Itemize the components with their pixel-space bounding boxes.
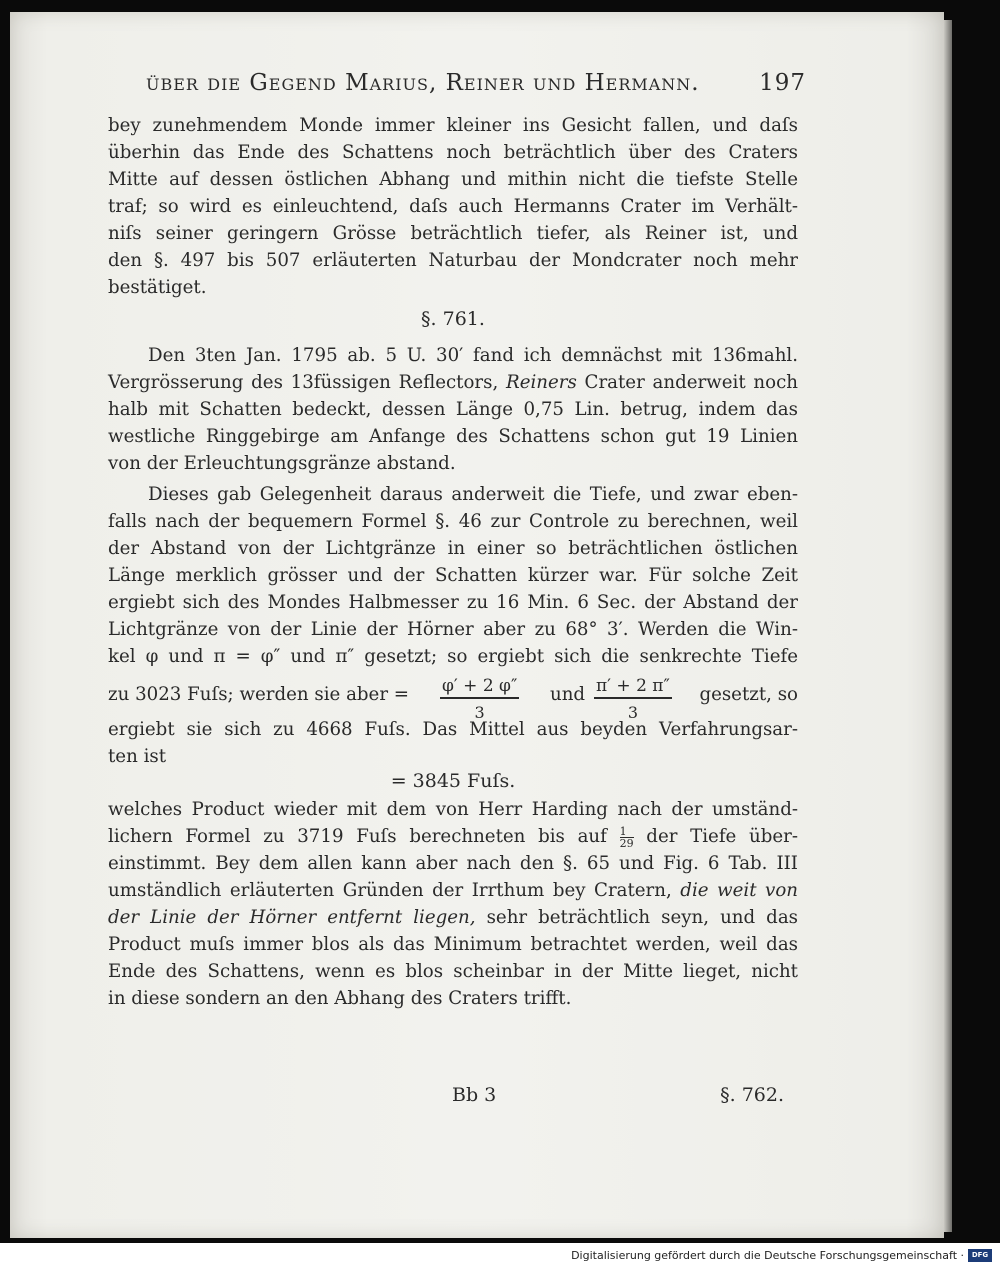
credit-bar	[0, 1243, 1000, 1268]
text-line: bey zunehmendem Monde immer kleiner ins Gesicht fallen, und daſs	[108, 115, 798, 136]
fraction-denominator: 3	[474, 703, 485, 722]
section-heading: §. 761.	[421, 308, 485, 330]
text-line: ergiebt sie sich zu 4668 Fuſs. Das Mittel aus beyden Verfahrungsar-	[108, 719, 798, 740]
text-span: sehr beträchtlich seyn, und das	[486, 907, 798, 928]
text-line: der Abstand von der Lichtgränze in einer so beträchtlichen östlichen	[108, 538, 798, 559]
fraction-numerator: φ′ + 2 φ″	[440, 676, 519, 699]
fraction-numerator: π′ + 2 π″	[594, 676, 672, 699]
text-line: Dieses gab Gelegenheit daraus anderweit die Tiefe, und zwar eben-	[148, 484, 798, 505]
text-line: von der Erleuchtungsgränze abstand.	[108, 453, 456, 474]
text-line: in diese sondern an den Abhang des Craters trifft.	[108, 988, 572, 1009]
paragraph-3-end	[108, 716, 798, 770]
fraction-numerator: 1	[620, 826, 634, 838]
text-line	[108, 877, 798, 904]
running-head	[146, 70, 806, 106]
text-span: Crater anderweit noch	[584, 372, 798, 393]
page-footer	[108, 1084, 798, 1114]
text-line: bestätiget.	[108, 277, 207, 298]
signature-mark: Bb 3	[452, 1084, 497, 1106]
text-line: niſs seiner geringern Grösse beträchtlich tiefer, als Reiner ist, und	[108, 223, 798, 244]
running-head-title: über die Gegend Marius, Reiner und Hermann.	[146, 70, 700, 96]
text-span: Vergrösserung des 13füssigen Reflectors,	[108, 372, 499, 393]
text-line: Lichtgränze von der Linie der Hörner aber zu 68° 3′. Werden die Win-	[108, 619, 798, 640]
paragraph-4	[108, 796, 798, 1012]
text-span: umständlich erläuterten Gründen der Irrthum bey Cratern,	[108, 880, 672, 901]
page-number: 197	[759, 70, 806, 96]
text-line: einstimmt. Bey dem allen kann aber nach den §. 65 und Fig. 6 Tab. III	[108, 853, 798, 874]
paragraph-3	[108, 481, 798, 670]
text-line: ten ist	[108, 746, 167, 767]
paragraph-2	[108, 342, 798, 477]
text-line: ergiebt sich des Mondes Halbmesser zu 16 Min. 6 Sec. der Abstand der	[108, 592, 798, 613]
text-line: Länge merklich grösser und der Schatten kürzer war. Für solche Zeit	[108, 565, 798, 586]
credit-text: Digitalisierung gefördert durch die Deutsche Forschungsgemeinschaft ·	[571, 1249, 964, 1262]
emphasis-text: die weit von	[680, 880, 798, 901]
text-line: den §. 497 bis 507 erläuterten Naturbau der Mondcrater noch mehr	[108, 250, 798, 271]
text-line: Product muſs immer blos als das Minimum betrachtet werden, weil das	[108, 934, 798, 955]
text-span: der Tiefe über-	[646, 826, 798, 847]
text-span: lichern Formel zu 3719 Fuſs berechneten bis auf	[108, 826, 607, 847]
formula-and: und	[550, 684, 586, 705]
text-line: halb mit Schatten bedeckt, dessen Länge 0,75 Lin. betrug, indem das	[108, 399, 798, 420]
text-line: Den 3ten Jan. 1795 ab. 5 U. 30′ fand ich demnächst mit 136mahl.	[148, 345, 798, 366]
paragraph-1	[108, 112, 798, 301]
text-line: welches Product wieder mit dem von Herr Harding nach der umständ-	[108, 799, 798, 820]
page-edge	[944, 20, 952, 1232]
emphasis-reiners: Reiners	[506, 372, 577, 393]
text-line: falls nach der bequemern Formel §. 46 zur Controle zu berechnen, weil	[108, 511, 798, 532]
text-line	[108, 369, 798, 396]
fraction-denominator: 3	[627, 703, 638, 722]
catchword: §. 762.	[720, 1084, 784, 1106]
text-line: traf; so wird es einleuchtend, daſs auch Hermanns Crater im Verhält-	[108, 196, 798, 217]
text-line	[108, 904, 798, 931]
text-line: westliche Ringgebirge am Anfange des Schattens schon gut 19 Linien	[108, 426, 798, 447]
text-line: kel φ und π = φ″ und π″ gesetzt; so ergiebt sich die senkrechte Tiefe	[108, 646, 798, 667]
formula-suffix: gesetzt, so	[699, 684, 798, 705]
text-line	[108, 823, 798, 850]
fraction-denominator: 29	[619, 836, 634, 850]
small-fraction	[620, 826, 634, 849]
formula-prefix: zu 3023 Fuſs; werden sie aber =	[108, 684, 410, 705]
formula-result: = 3845 Fuſs.	[390, 770, 516, 792]
text-line: Ende des Schattens, wenn es blos scheinbar in der Mitte lieget, nicht	[108, 961, 798, 982]
emphasis-text: der Linie der Hörner entfernt liegen,	[108, 907, 476, 928]
text-line: überhin das Ende des Schattens noch beträchtlich über des Craters	[108, 142, 798, 163]
text-line: Mitte auf dessen östlichen Abhang und mithin nicht die tiefste Stelle	[108, 169, 798, 190]
dfg-logo: DFG	[968, 1249, 992, 1262]
